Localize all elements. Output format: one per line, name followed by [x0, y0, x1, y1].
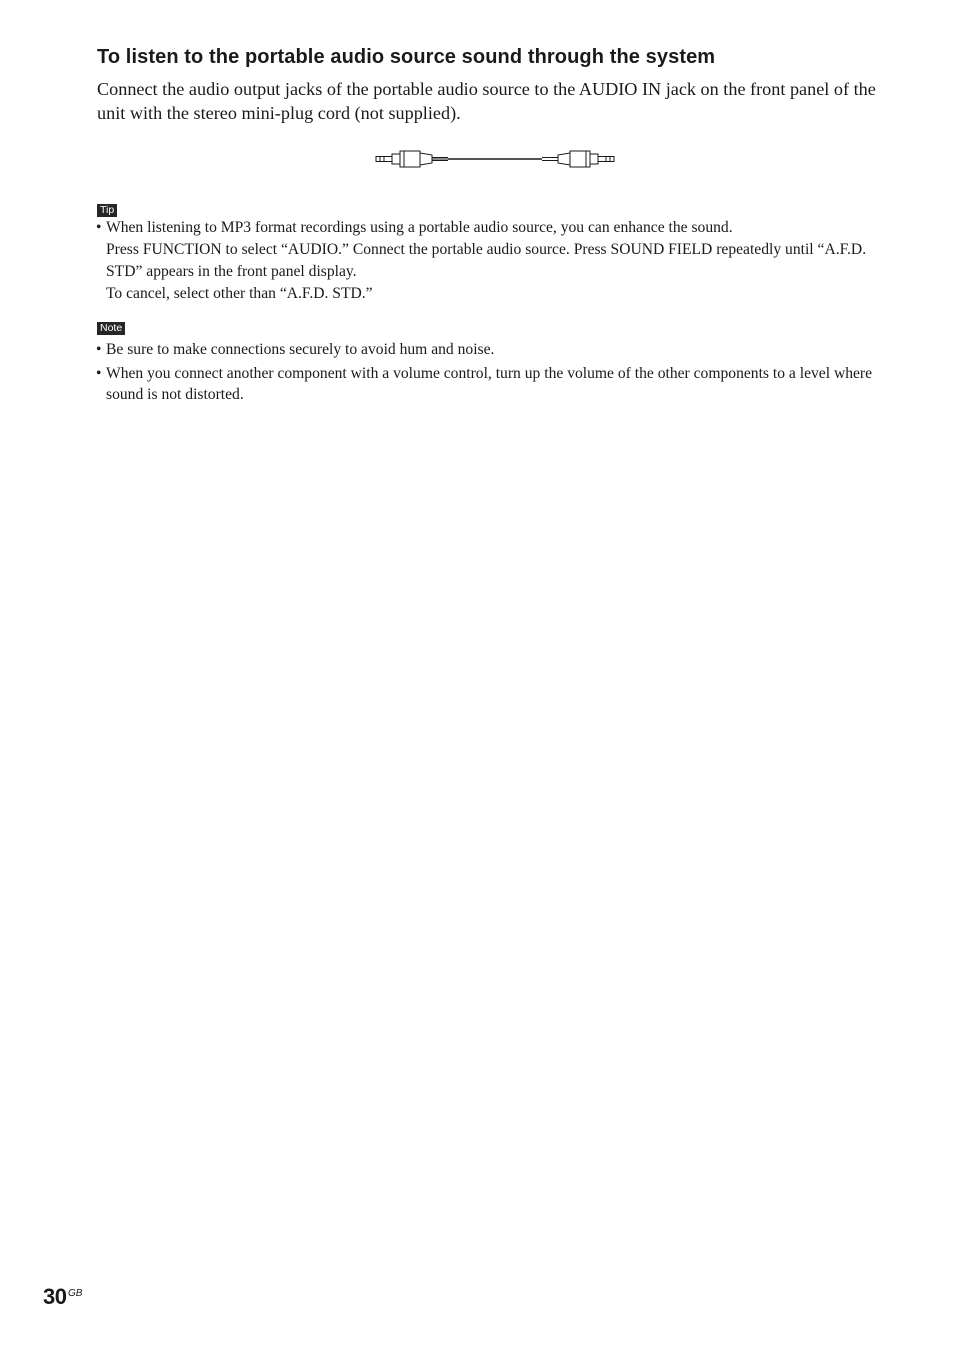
tip-line-3: To cancel, select other than “A.F.D. STD.”	[106, 285, 373, 302]
tip-line-1: When listening to MP3 format recordings using a portable audio source, you can enhance the sound.	[106, 219, 733, 236]
note-list	[96, 339, 886, 408]
tip-line-2: Press FUNCTION to select “AUDIO.” Connect the portable audio source. Press SOUND FIELD repeatedly until “A.F.D. STD” appears in the front panel display.	[106, 241, 867, 280]
tip-list	[96, 217, 886, 305]
note-label: Note	[97, 322, 125, 335]
note-item-text: Be sure to make connections securely to avoid hum and noise.	[106, 341, 495, 358]
list-item	[96, 339, 886, 360]
intro-paragraph: Connect the audio output jacks of the portable audio source to the AUDIO IN jack on the front panel of the unit with the stereo mini-plug cord (not supplied).	[97, 79, 876, 123]
list-item	[96, 363, 886, 405]
page-number: 30	[43, 1284, 67, 1309]
list-item	[96, 217, 886, 305]
note-item-text: When you connect another component with a volume control, turn up the volume of the other components to a level where sound is not distorted.	[106, 365, 873, 403]
tip-label: Tip	[97, 204, 117, 217]
bullet-marker: •	[96, 341, 102, 358]
bullet-marker: •	[96, 219, 102, 236]
page-suffix: GB	[68, 1288, 83, 1299]
bullet-marker: •	[96, 365, 102, 382]
section-heading: To listen to the portable audio source sound through the system	[97, 46, 716, 68]
stereo-mini-plug-cord-icon	[374, 148, 616, 170]
